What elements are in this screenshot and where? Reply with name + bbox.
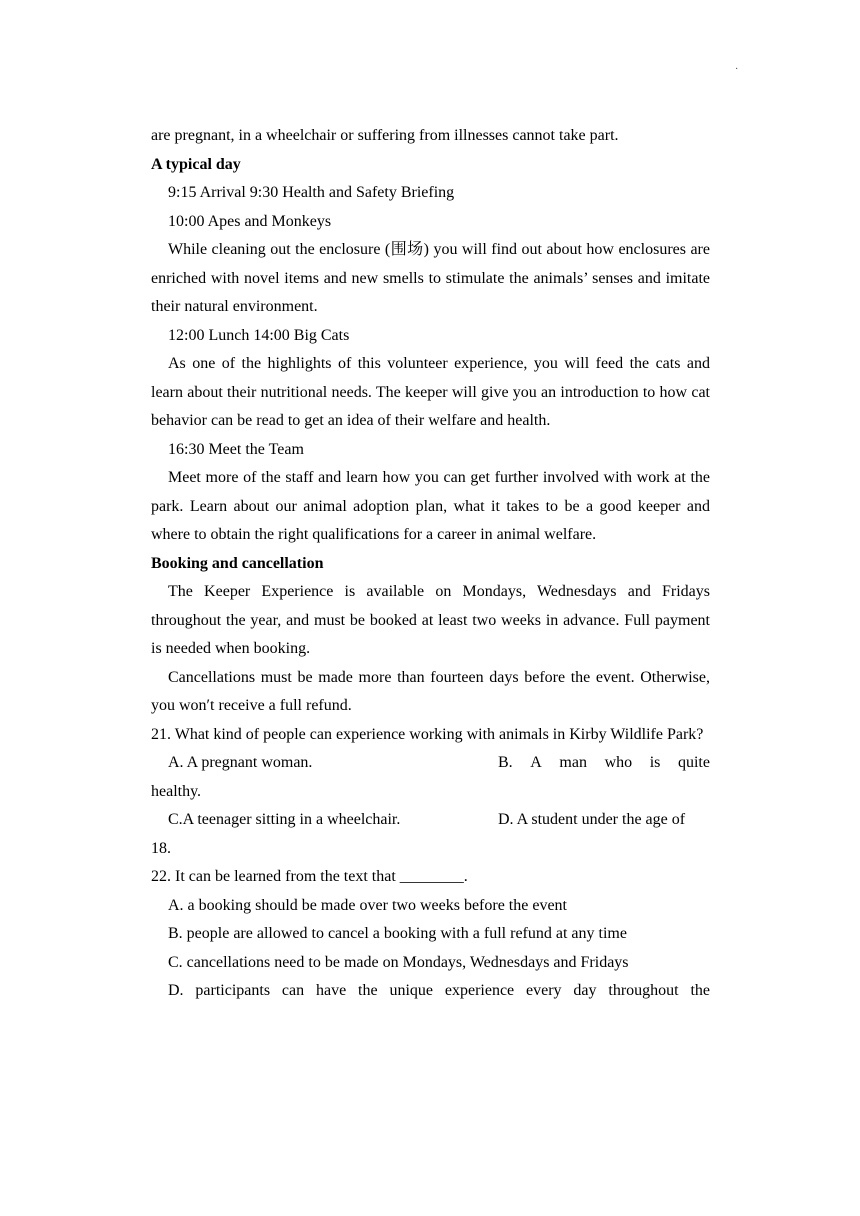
booking-description: The Keeper Experience is available on Mondays, Wednesdays and Fridays throughout the year, and must be booked at least two weeks in advance. Full payment is needed when booking. [151, 583, 710, 657]
question-22-option-d: D. participants can have the unique experience every day throughout the [168, 982, 710, 999]
question-22-option-a: A. a booking should be made over two weeks before the event [168, 896, 567, 914]
team-description: Meet more of the staff and learn how you can get further involved with work at the park. Learn about our animal adoption plan, what it takes to be a good keeper and where to obtain the right qualifications for a career in animal welfare. [151, 469, 710, 543]
schedule-lunch-cats: 12:00 Lunch 14:00 Big Cats [168, 326, 350, 344]
question-21-option-d-continued: 18. [151, 839, 171, 857]
option-b-word: is [649, 754, 661, 771]
cancellation-description: Cancellations must be made more than fourteen days before the event. Otherwise, you won′t receive a full refund. [151, 668, 710, 714]
schedule-arrival: 9:15 Arrival 9:30 Health and Safety Briefing [168, 184, 455, 201]
question-21-option-d: D. A student under the age of [498, 811, 686, 828]
question-21-option-a: A. A pregnant woman. [168, 754, 313, 771]
apes-description: While cleaning out the enclosure (围场) you will find out about how enclosures are enriched with novel items and new smells to stimulate the animals’ senses and imitate their natural environment. [151, 241, 710, 315]
question-21-options-row-1 [151, 749, 710, 778]
question-21-option-b [498, 749, 710, 778]
option-b-word: who [604, 754, 633, 771]
schedule-team: 16:30 Meet the Team [168, 440, 304, 458]
option-b-word: A [530, 754, 542, 771]
typical-day-heading: A typical day [151, 155, 241, 173]
option-b-word: B. [498, 754, 513, 771]
cats-description: As one of the highlights of this volunteer experience, you will feed the cats and learn about their nutritional needs. The keeper will give you an introduction to how cat behavior can be read to get an idea of their welfare and health. [151, 355, 710, 429]
intro-tail-text: are pregnant, in a wheelchair or suffering from illnesses cannot take part. [151, 127, 619, 144]
question-21-stem: 21. What kind of people can experience working with animals in Kirby Wildlife Park? [151, 725, 704, 743]
question-22-option-c: C. cancellations need to be made on Mondays, Wednesdays and Fridays [168, 953, 629, 971]
option-b-word: quite [677, 754, 710, 771]
question-21-option-c: C.A teenager sitting in a wheelchair. [168, 811, 401, 828]
booking-heading: Booking and cancellation [151, 554, 324, 572]
question-21-option-b-continued: healthy. [151, 782, 202, 800]
document-body [151, 122, 710, 1006]
question-22-stem: 22. It can be learned from the text that ________. [151, 868, 468, 885]
option-b-word: man [559, 754, 587, 771]
schedule-apes: 10:00 Apes and Monkeys [168, 212, 332, 230]
question-22-option-b: B. people are allowed to cancel a booking with a full refund at any time [168, 925, 627, 942]
question-21-options-row-2 [151, 806, 710, 835]
page-mark: · [735, 64, 739, 75]
